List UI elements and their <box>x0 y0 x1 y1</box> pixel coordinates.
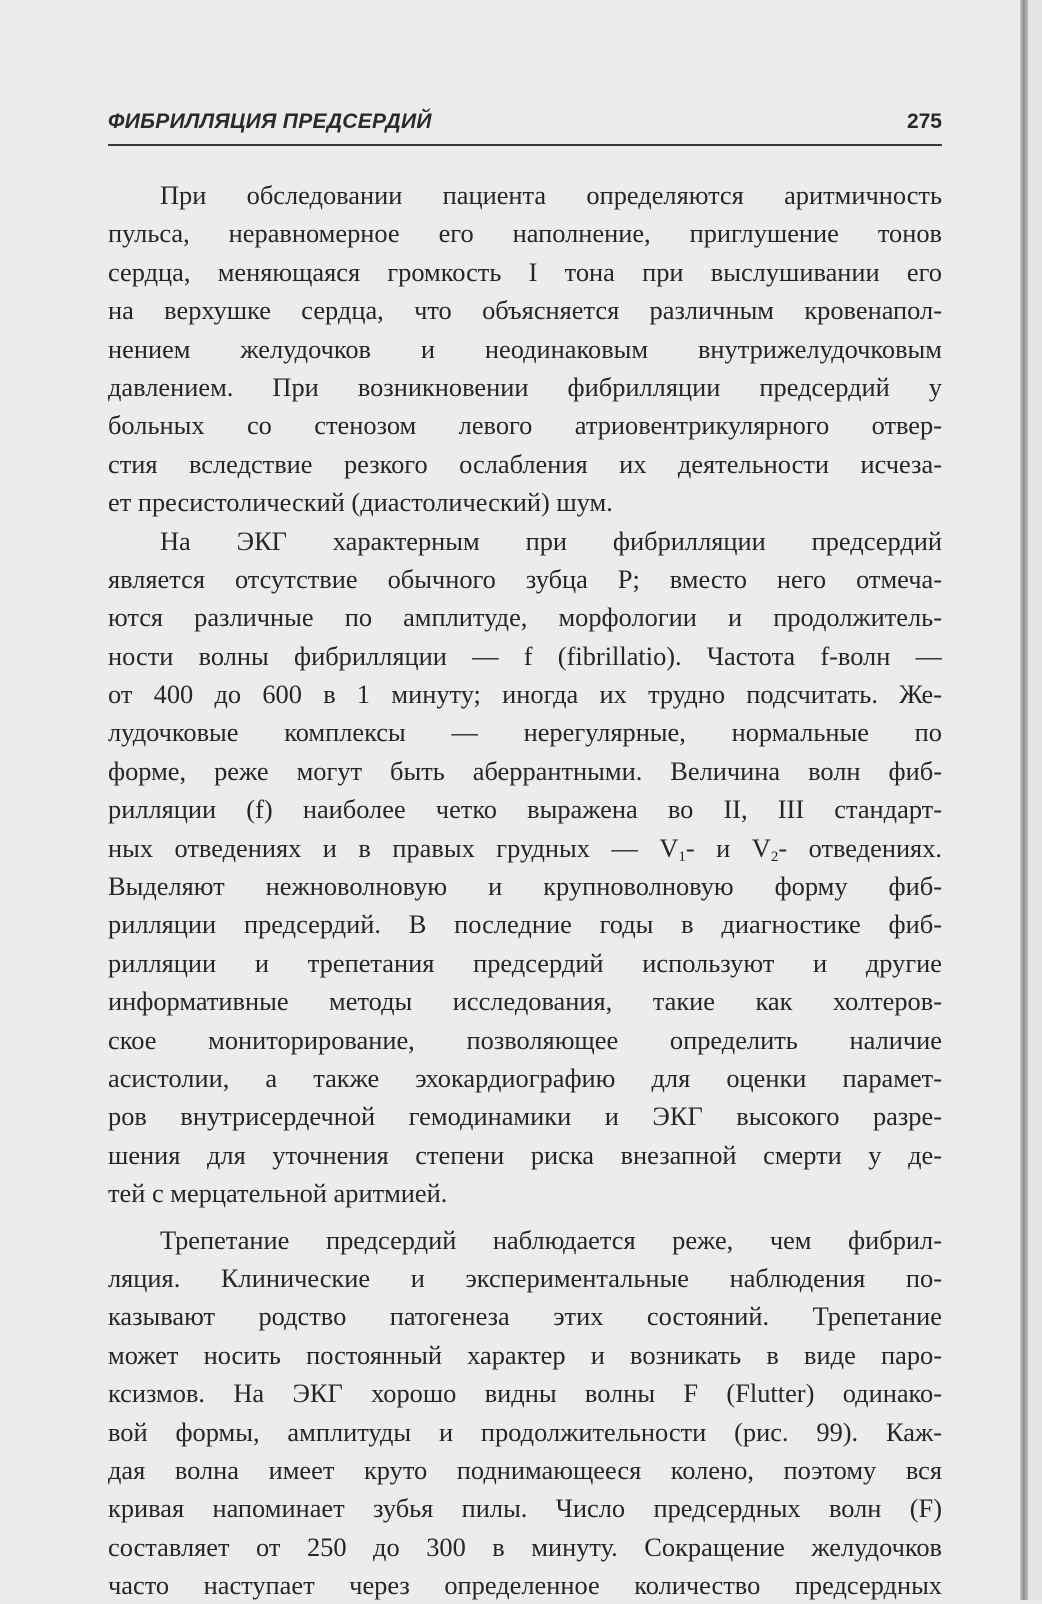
text-line: сердца, меняющаяся громкость I тона при выслушивании его <box>108 256 942 287</box>
text-line: часто наступает через определенное количество предсердных <box>108 1570 942 1601</box>
text-line: казывают родство патогенеза этих состояний. Трепетание <box>108 1301 942 1332</box>
running-title: ФИБРИЛЛЯЦИЯ ПРЕДСЕРДИЙ <box>108 110 432 133</box>
text-line: На ЭКГ характерным при фибрилляции предсердий <box>160 525 942 556</box>
text-line: рилляции (f) наиболее четко выражена во II, III стандарт- <box>108 794 942 825</box>
text-line: Трепетание предсердий наблюдается реже, чем фибрил- <box>160 1224 942 1255</box>
text-line: больных со стенозом левого атриовентрикулярного отвер- <box>108 410 942 441</box>
book-spine-shadow <box>1020 0 1028 1600</box>
text-line: тей с мерцательной аритмией. <box>108 1178 448 1209</box>
text-line: рилляции предсердий. В последние годы в диагностике фиб- <box>108 909 942 940</box>
text-line: стия вследствие резкого ослабления их деятельности исчеза- <box>108 448 942 479</box>
running-header <box>108 110 942 142</box>
body-text <box>108 176 942 1604</box>
text-line: ров внутрисердечной гемодинамики и ЭКГ высокого разре- <box>108 1101 942 1132</box>
paragraph-1 <box>108 176 942 522</box>
text-line: может носить постоянный характер и возникать в виде паро- <box>108 1339 942 1370</box>
paragraph-2 <box>108 522 942 1213</box>
text-line: является отсутствие обычного зубца P; вместо него отмеча- <box>108 563 942 594</box>
text-line: форме, реже могут быть аберрантными. Величина волн фиб- <box>108 755 942 786</box>
text-line: шения для уточнения степени риска внезапной смерти у де- <box>108 1139 942 1170</box>
text-line: ксизмов. На ЭКГ хорошо видны волны F (Flutter) одинако- <box>108 1378 942 1409</box>
page-edge <box>1028 0 1042 1600</box>
text-line: информативные методы исследования, такие как холтеров- <box>108 986 942 1017</box>
paragraph-gap <box>108 1213 942 1221</box>
text-line: рилляции и трепетания предсердий используют и другие <box>108 947 942 978</box>
text-line: составляет от 250 до 300 в минуту. Сокращение желудочков <box>108 1531 942 1562</box>
text-line: нением желудочков и неодинаковым внутрижелудочковым <box>108 333 942 364</box>
text-line: асистолии, а также эхокардиографию для оценки парамет- <box>108 1062 942 1093</box>
text-line: Выделяют нежноволновую и крупноволновую форму фиб- <box>108 871 942 902</box>
text-line: дая волна имеет круто поднимающееся колено, поэтому вся <box>108 1454 942 1485</box>
text-line: ское мониторирование, позволяющее определить наличие <box>108 1024 942 1055</box>
text-line: ются различные по амплитуде, морфологии и продолжитель- <box>108 602 942 633</box>
page-number: 275 <box>906 110 942 133</box>
text-line: давлением. При возникновении фибрилляции предсердий у <box>108 371 942 402</box>
text-line: лудочковые комплексы — нерегулярные, нормальные по <box>108 717 942 748</box>
text-line: пульса, неравномерное его наполнение, приглушение тонов <box>108 218 942 249</box>
text-line: ности волны фибрилляции — f (fibrillatio). Частота f-волн — <box>108 640 942 671</box>
text-line: на верхушке сердца, что объясняется различным кровенапол- <box>108 295 942 326</box>
header-rule <box>108 144 942 146</box>
text-line: от 400 до 600 в 1 минуту; иногда их трудно подсчитать. Же- <box>108 679 942 710</box>
paragraph-3 <box>108 1221 942 1604</box>
text-line: ет пресистолический (диастолический) шум. <box>108 487 613 518</box>
text-line: кривая напоминает зубья пилы. Число предсердных волн (F) <box>108 1493 942 1524</box>
text-line: При обследовании пациента определяются аритмичность <box>160 180 942 210</box>
text-line: вой формы, амплитуды и продолжительности (рис. 99). Каж- <box>108 1416 942 1447</box>
text-line: ных отведениях и в правых грудных — $V_1-$ и $V_2-$ отведениях. <box>108 832 942 865</box>
text-line: ляция. Клинические и экспериментальные наблюдения по- <box>108 1262 942 1293</box>
